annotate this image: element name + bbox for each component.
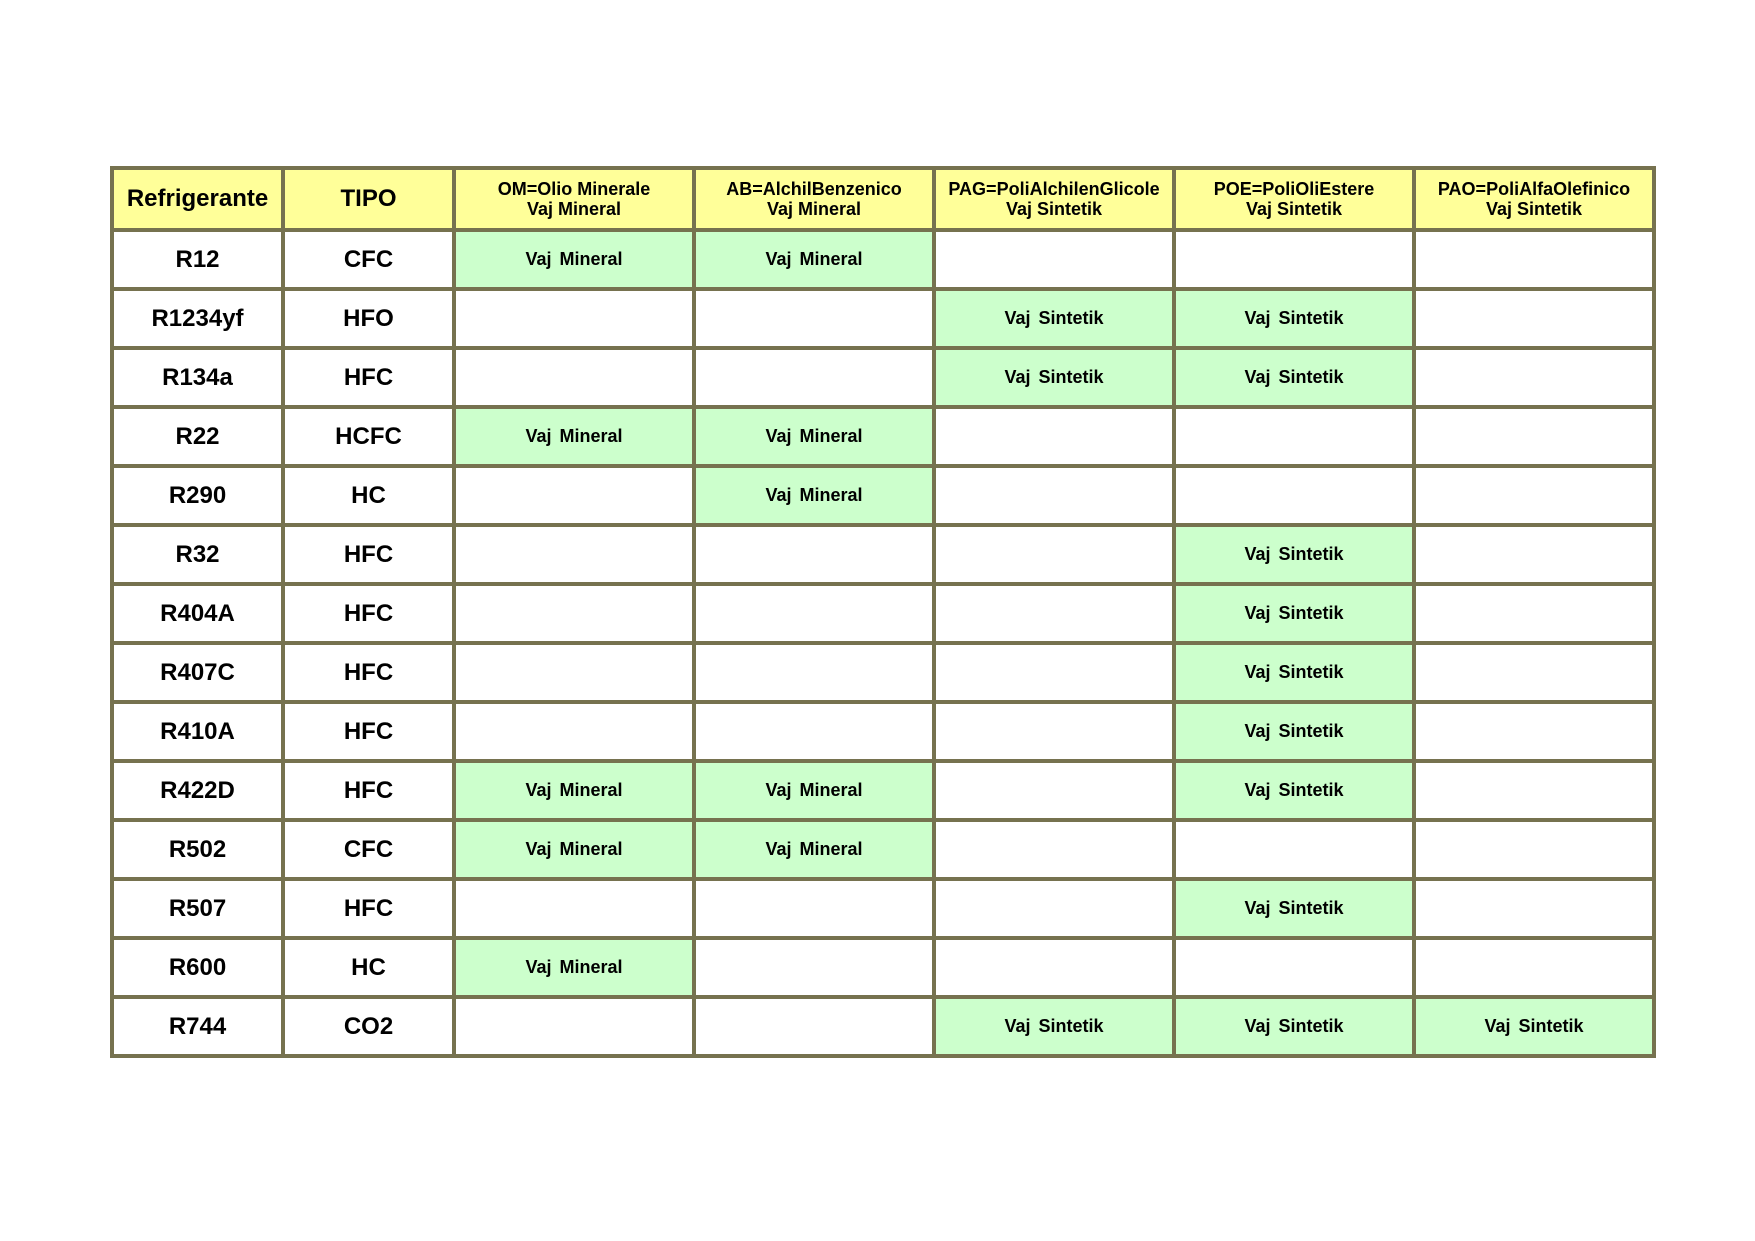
table-row [112, 761, 1654, 820]
table-row [112, 820, 1654, 879]
compatible-oil-cell: Vaj Sintetik [1174, 879, 1414, 938]
empty-oil-cell [454, 466, 694, 525]
empty-oil-cell [1414, 525, 1654, 584]
empty-oil-cell [694, 938, 934, 997]
refrigerant-cell: R507 [112, 879, 283, 938]
refrigerant-cell: R12 [112, 230, 283, 289]
empty-oil-cell [694, 584, 934, 643]
empty-oil-cell [934, 643, 1174, 702]
type-cell: HC [283, 938, 454, 997]
table-row [112, 879, 1654, 938]
empty-oil-cell [1414, 879, 1654, 938]
compatible-oil-cell: Vaj Mineral [694, 761, 934, 820]
empty-oil-cell [454, 348, 694, 407]
empty-oil-cell [1174, 820, 1414, 879]
table-row [112, 407, 1654, 466]
refrigerant-cell: R134a [112, 348, 283, 407]
table-row [112, 702, 1654, 761]
type-cell: CO2 [283, 997, 454, 1056]
table-row [112, 348, 1654, 407]
compatible-oil-cell: Vaj Sintetik [934, 348, 1174, 407]
empty-oil-cell [1414, 702, 1654, 761]
empty-oil-cell [934, 820, 1174, 879]
header-oil-category: Vaj Sintetik [1485, 199, 1583, 219]
table-body [112, 230, 1654, 1056]
empty-oil-cell [454, 643, 694, 702]
header-oil-category: Vaj Mineral [766, 199, 862, 219]
type-cell: HFC [283, 761, 454, 820]
refrigerant-cell: R744 [112, 997, 283, 1056]
header-oil-name: PAG=PoliAlchilenGlicole [948, 179, 1160, 199]
type-cell: HFO [283, 289, 454, 348]
empty-oil-cell [934, 879, 1174, 938]
empty-oil-cell [1174, 407, 1414, 466]
table-row [112, 230, 1654, 289]
type-cell: HC [283, 466, 454, 525]
table-row [112, 466, 1654, 525]
header-oil-poe [1174, 168, 1414, 230]
empty-oil-cell [934, 230, 1174, 289]
compatible-oil-cell: Vaj Sintetik [1174, 702, 1414, 761]
table-row [112, 584, 1654, 643]
empty-oil-cell [454, 997, 694, 1056]
empty-oil-cell [1414, 289, 1654, 348]
header-oil-name: OM=Olio Minerale [497, 179, 651, 199]
empty-oil-cell [694, 879, 934, 938]
header-oil-name: POE=PoliOliEstere [1213, 179, 1375, 199]
compatible-oil-cell: Vaj Sintetik [1174, 525, 1414, 584]
compatible-oil-cell: Vaj Sintetik [934, 289, 1174, 348]
refrigerant-cell: R290 [112, 466, 283, 525]
compatible-oil-cell: Vaj Sintetik [1414, 997, 1654, 1056]
empty-oil-cell [1414, 230, 1654, 289]
type-cell: HFC [283, 643, 454, 702]
compatible-oil-cell: Vaj Mineral [694, 230, 934, 289]
table-row [112, 525, 1654, 584]
type-cell: HFC [283, 348, 454, 407]
compatible-oil-cell: Vaj Sintetik [934, 997, 1174, 1056]
compatible-oil-cell: Vaj Sintetik [1174, 643, 1414, 702]
empty-oil-cell [934, 407, 1174, 466]
refrigerant-cell: R32 [112, 525, 283, 584]
empty-oil-cell [454, 525, 694, 584]
empty-oil-cell [1414, 584, 1654, 643]
header-oil-category: Vaj Mineral [526, 199, 622, 219]
header-row [112, 168, 1654, 230]
compatible-oil-cell: Vaj Mineral [454, 230, 694, 289]
refrigerant-cell: R22 [112, 407, 283, 466]
header-oil-category: Vaj Sintetik [1245, 199, 1343, 219]
compatible-oil-cell: Vaj Sintetik [1174, 584, 1414, 643]
empty-oil-cell [694, 643, 934, 702]
type-cell: HFC [283, 584, 454, 643]
refrigerant-cell: R502 [112, 820, 283, 879]
compatible-oil-cell: Vaj Mineral [694, 466, 934, 525]
header-type: TIPO [283, 168, 454, 230]
refrigerant-cell: R600 [112, 938, 283, 997]
empty-oil-cell [1414, 820, 1654, 879]
type-cell: CFC [283, 820, 454, 879]
empty-oil-cell [694, 702, 934, 761]
empty-oil-cell [934, 761, 1174, 820]
empty-oil-cell [934, 466, 1174, 525]
empty-oil-cell [454, 289, 694, 348]
header-oil-category: Vaj Sintetik [1005, 199, 1103, 219]
header-oil-om [454, 168, 694, 230]
compatible-oil-cell: Vaj Sintetik [1174, 997, 1414, 1056]
type-cell: HFC [283, 525, 454, 584]
empty-oil-cell [694, 525, 934, 584]
empty-oil-cell [934, 938, 1174, 997]
empty-oil-cell [694, 348, 934, 407]
empty-oil-cell [1174, 938, 1414, 997]
table-row [112, 997, 1654, 1056]
compatible-oil-cell: Vaj Sintetik [1174, 761, 1414, 820]
empty-oil-cell [934, 525, 1174, 584]
empty-oil-cell [1414, 643, 1654, 702]
table-row [112, 289, 1654, 348]
empty-oil-cell [934, 702, 1174, 761]
header-oil-ab [694, 168, 934, 230]
refrigerant-cell: R407C [112, 643, 283, 702]
compatible-oil-cell: Vaj Sintetik [1174, 289, 1414, 348]
refrigerant-cell: R404A [112, 584, 283, 643]
type-cell: HFC [283, 702, 454, 761]
table-row [112, 938, 1654, 997]
compatible-oil-cell: Vaj Mineral [694, 407, 934, 466]
empty-oil-cell [694, 997, 934, 1056]
refrigerant-oil-compatibility-table [110, 166, 1656, 1058]
refrigerant-cell: R410A [112, 702, 283, 761]
type-cell: HCFC [283, 407, 454, 466]
empty-oil-cell [454, 584, 694, 643]
empty-oil-cell [1414, 407, 1654, 466]
empty-oil-cell [1174, 466, 1414, 525]
header-oil-pao [1414, 168, 1654, 230]
refrigerant-cell: R422D [112, 761, 283, 820]
refrigerant-cell: R1234yf [112, 289, 283, 348]
compatible-oil-cell: Vaj Mineral [454, 407, 694, 466]
header-refrigerant: Refrigerante [112, 168, 283, 230]
empty-oil-cell [1414, 761, 1654, 820]
empty-oil-cell [454, 879, 694, 938]
empty-oil-cell [1414, 466, 1654, 525]
compatible-oil-cell: Vaj Mineral [454, 820, 694, 879]
compatible-oil-cell: Vaj Sintetik [1174, 348, 1414, 407]
header-oil-name: AB=AlchilBenzenico [726, 179, 902, 199]
table-row [112, 643, 1654, 702]
compatible-oil-cell: Vaj Mineral [454, 938, 694, 997]
empty-oil-cell [1174, 230, 1414, 289]
empty-oil-cell [1414, 348, 1654, 407]
type-cell: HFC [283, 879, 454, 938]
compatible-oil-cell: Vaj Mineral [694, 820, 934, 879]
compatible-oil-cell: Vaj Mineral [454, 761, 694, 820]
header-oil-pag [934, 168, 1174, 230]
header-oil-name: PAO=PoliAlfaOlefinico [1437, 179, 1631, 199]
type-cell: CFC [283, 230, 454, 289]
empty-oil-cell [454, 702, 694, 761]
empty-oil-cell [694, 289, 934, 348]
empty-oil-cell [1414, 938, 1654, 997]
empty-oil-cell [934, 584, 1174, 643]
